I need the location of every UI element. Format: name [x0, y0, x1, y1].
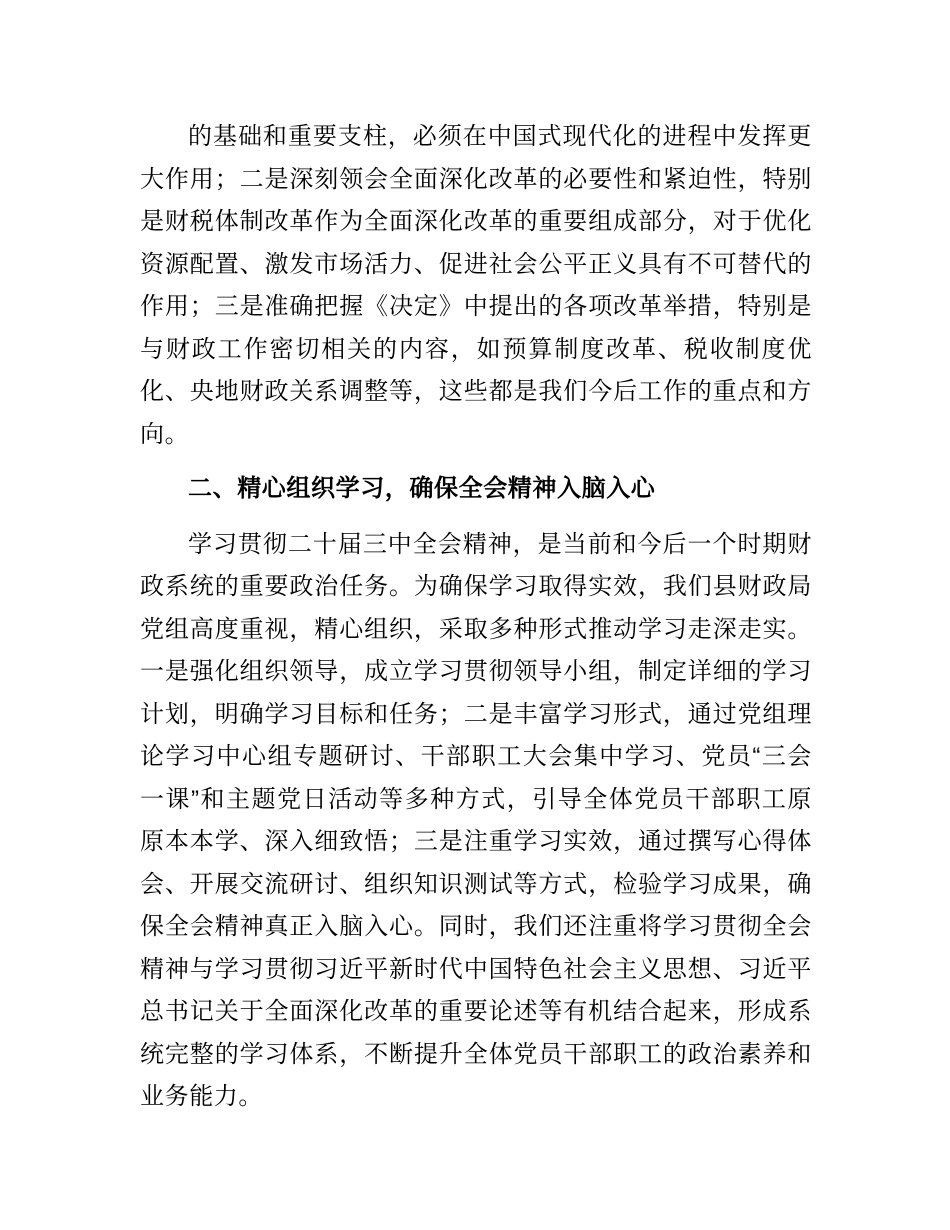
- document-body: [140, 116, 812, 1119]
- body-paragraph: 的基础和重要支柱，必须在中国式现代化的进程中发挥更大作用；二是深刻领会全面深化改革的必要性和紧迫性，特别是财税体制改革作为全面深化改革的重要组成部分，对于优化资源配置、激发市场活力、促进社会公平正义具有不可替代的作用；三是准确把握《决定》中提出的各项改革举措，特别是与财政工作密切相关的内容，如预算制度改革、税收制度优化、央地财政关系调整等，这些都是我们今后工作的重点和方向。: [140, 123, 812, 448]
- body-paragraph: 学习贯彻二十届三中全会精神，是当前和今后一个时期财政系统的重要政治任务。为确保学习取得实效，我们县财政局党组高度重视，精心组织，采取多种形式推动学习走深走实。一是强化组织领导，成立学习贯彻领导小组，制定详细的学习计划，明确学习目标和任务；二是丰富学习形式，通过党组理论学习中心组专题研讨、干部职工大会集中学习、党员“三会一课”和主题党日活动等多种方式，引导全体党员干部职工原原本本学、深入细致悟；三是注重学习实效，通过撰写心得体会、开展交流研讨、组织知识测试等方式，检验学习成果，确保全会精神真正入脑入心。同时，我们还注重将学习贯彻全会精神与学习贯彻习近平新时代中国特色社会主义思想、习近平总书记关于全面深化改革的重要论述等有机结合起来，形成系统完整的学习体系，不断提升全体党员干部职工的政治素养和业务能力。: [140, 530, 812, 1110]
- section-heading: 二、精心组织学习，确保全会精神入脑入心: [188, 475, 656, 502]
